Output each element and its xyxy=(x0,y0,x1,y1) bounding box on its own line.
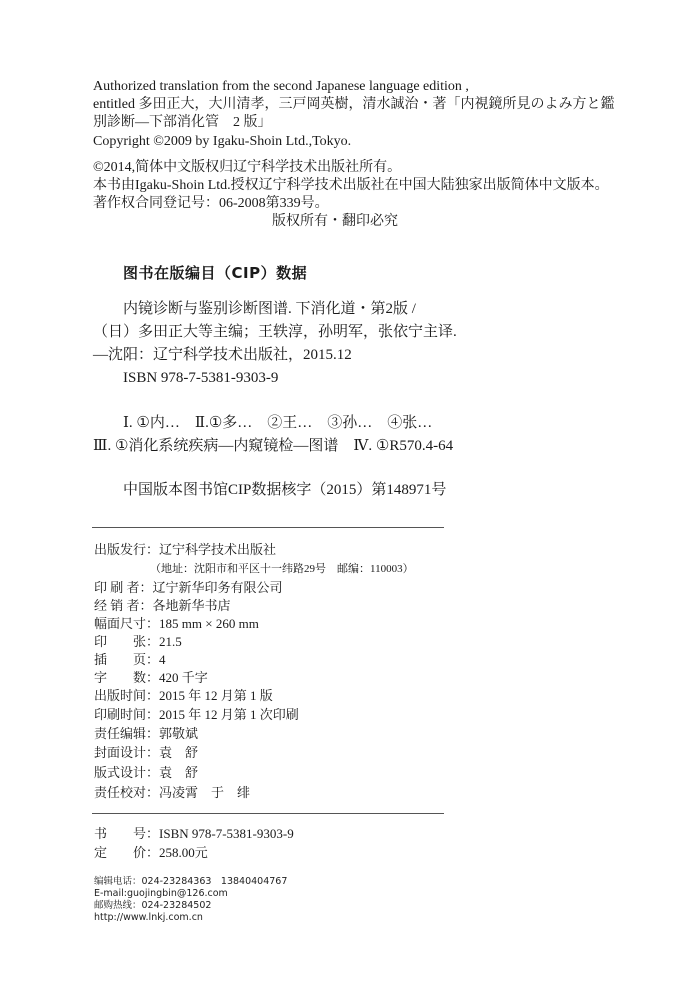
row-label: 经 销 者 xyxy=(94,598,140,613)
imprint-publisher xyxy=(94,542,276,558)
row-value: 2015 年 12 月第 1 次印刷 xyxy=(159,707,299,722)
row-label: 出版时间 xyxy=(94,688,147,703)
contact-sales: 邮购热线：024-23284502 xyxy=(94,900,212,911)
contact-email: E-mail:guojingbin@126.com xyxy=(94,888,228,899)
publisher-value: 辽宁科学技术出版社 xyxy=(159,542,277,557)
row-label: 印刷时间 xyxy=(94,707,147,722)
contact-website: http://www.lnkj.com.cn xyxy=(94,912,203,923)
row-label: 责任校对 xyxy=(94,785,147,800)
row-label: 印 张 xyxy=(94,634,147,649)
copyright-line-3: 別診断—下部消化管 2 版」 xyxy=(93,115,272,130)
row-value: 各地新华书店 xyxy=(152,598,231,613)
imprint-row: 责任编辑：郭敬斌 xyxy=(94,726,199,741)
row-label: 印 刷 者 xyxy=(94,580,140,595)
colon: ： xyxy=(146,542,160,557)
copyright-line-1: Authorized translation from the second Japanese language edition , xyxy=(93,79,469,94)
imprint-row: 版式设计：袁 舒 xyxy=(94,765,199,780)
imprint-row: 责任校对：冯凌霄 于 绯 xyxy=(94,785,251,800)
cip-class-line-1: Ⅰ. ①内… Ⅱ.①多… ②王… ③孙… ④张… xyxy=(123,415,433,431)
row-label: 版式设计 xyxy=(94,765,147,780)
price-value: 258.00元 xyxy=(159,845,208,860)
row-value: 袁 舒 xyxy=(159,745,199,760)
row-label: 封面设计 xyxy=(94,745,147,760)
row-value: 4 xyxy=(159,652,166,667)
isbn-label: 书 号 xyxy=(94,826,147,841)
row-value: 郭敬斌 xyxy=(159,726,199,741)
imprint-address: （地址：沈阳市和平区十一纬路29号 邮编：110003） xyxy=(150,563,414,575)
imprint-row: 印 刷 者：辽宁新华印务有限公司 xyxy=(94,580,283,595)
imprint-row: 经 销 者：各地新华书店 xyxy=(94,598,231,613)
row-value: 185 mm × 260 mm xyxy=(159,616,259,631)
row-value: 辽宁新华印务有限公司 xyxy=(152,580,283,595)
isbn-value: ISBN 978-7-5381-9303-9 xyxy=(159,826,294,841)
row-value: 2015 年 12 月第 1 版 xyxy=(159,688,273,703)
copyright-line-7: 著作权合同登记号：06-2008第339号。 xyxy=(93,196,329,211)
row-label: 责任编辑 xyxy=(94,726,147,741)
imprint-row: 字 数：420 千字 xyxy=(94,670,208,685)
copyright-line-5: ©2014,简体中文版权归辽宁科学技术出版社所有。 xyxy=(93,160,402,175)
cip-line-3: —沈阳：辽宁科学技术出版社，2015.12 xyxy=(93,347,352,363)
copyright-line-2: entitled 多田正大，大川清孝，三戸岡英樹，清水誠治・著「内視鏡所見のよみ方と鑑 xyxy=(93,97,615,112)
cip-title: 图书在版编目（CIP）数据 xyxy=(123,264,308,282)
imprint-row: 出版时间：2015 年 12 月第 1 版 xyxy=(94,688,273,703)
cip-line-2: （日）多田正大等主编；王轶淳，孙明军，张依宁主译. xyxy=(93,324,457,340)
copyright-line-4: Copyright ©2009 by Igaku-Shoin Ltd.,Tokyo. xyxy=(93,134,352,149)
row-value: 21.5 xyxy=(159,634,182,649)
price-label: 定 价 xyxy=(94,845,147,860)
imprint-row: 印 张：21.5 xyxy=(94,634,182,649)
imprint-row: 幅面尺寸：185 mm × 260 mm xyxy=(94,616,259,631)
contact-phone: 编辑电话：024-23284363 13840404767 xyxy=(94,876,288,887)
imprint-row: 印刷时间：2015 年 12 月第 1 次印刷 xyxy=(94,707,299,722)
row-value: 袁 舒 xyxy=(159,765,199,780)
row-label: 插 页 xyxy=(94,652,147,667)
imprint-price: 定 价：258.00元 xyxy=(94,845,208,860)
separator-bottom xyxy=(92,813,444,814)
cip-class-line-2: Ⅲ. ①消化系统疾病—内窥镜检—图谱 Ⅳ. ①R570.4-64 xyxy=(93,438,454,454)
imprint-row: 插 页：4 xyxy=(94,652,166,667)
row-label: 幅面尺寸 xyxy=(94,616,147,631)
imprint-row: 封面设计：袁 舒 xyxy=(94,745,199,760)
rights-reserved: 版权所有・翻印必究 xyxy=(272,214,398,229)
row-label: 字 数 xyxy=(94,670,147,685)
cip-record: 中国版本图书馆CIP数据核字（2015）第148971号 xyxy=(123,482,447,498)
cip-line-1: 内镜诊断与鉴别诊断图谱. 下消化道・第2版 / xyxy=(123,301,416,317)
imprint-isbn: 书 号：ISBN 978-7-5381-9303-9 xyxy=(94,826,294,841)
publisher-label: 出版发行 xyxy=(94,542,147,557)
copyright-line-6: 本书由Igaku-Shoin Ltd.授权辽宁科学技术出版社在中国大陆独家出版简体中文版本。 xyxy=(93,178,609,193)
separator-top xyxy=(92,527,444,528)
cip-line-isbn: ISBN 978-7-5381-9303-9 xyxy=(123,370,279,386)
row-value: 冯凌霄 于 绯 xyxy=(159,785,251,800)
row-value: 420 千字 xyxy=(159,670,208,685)
